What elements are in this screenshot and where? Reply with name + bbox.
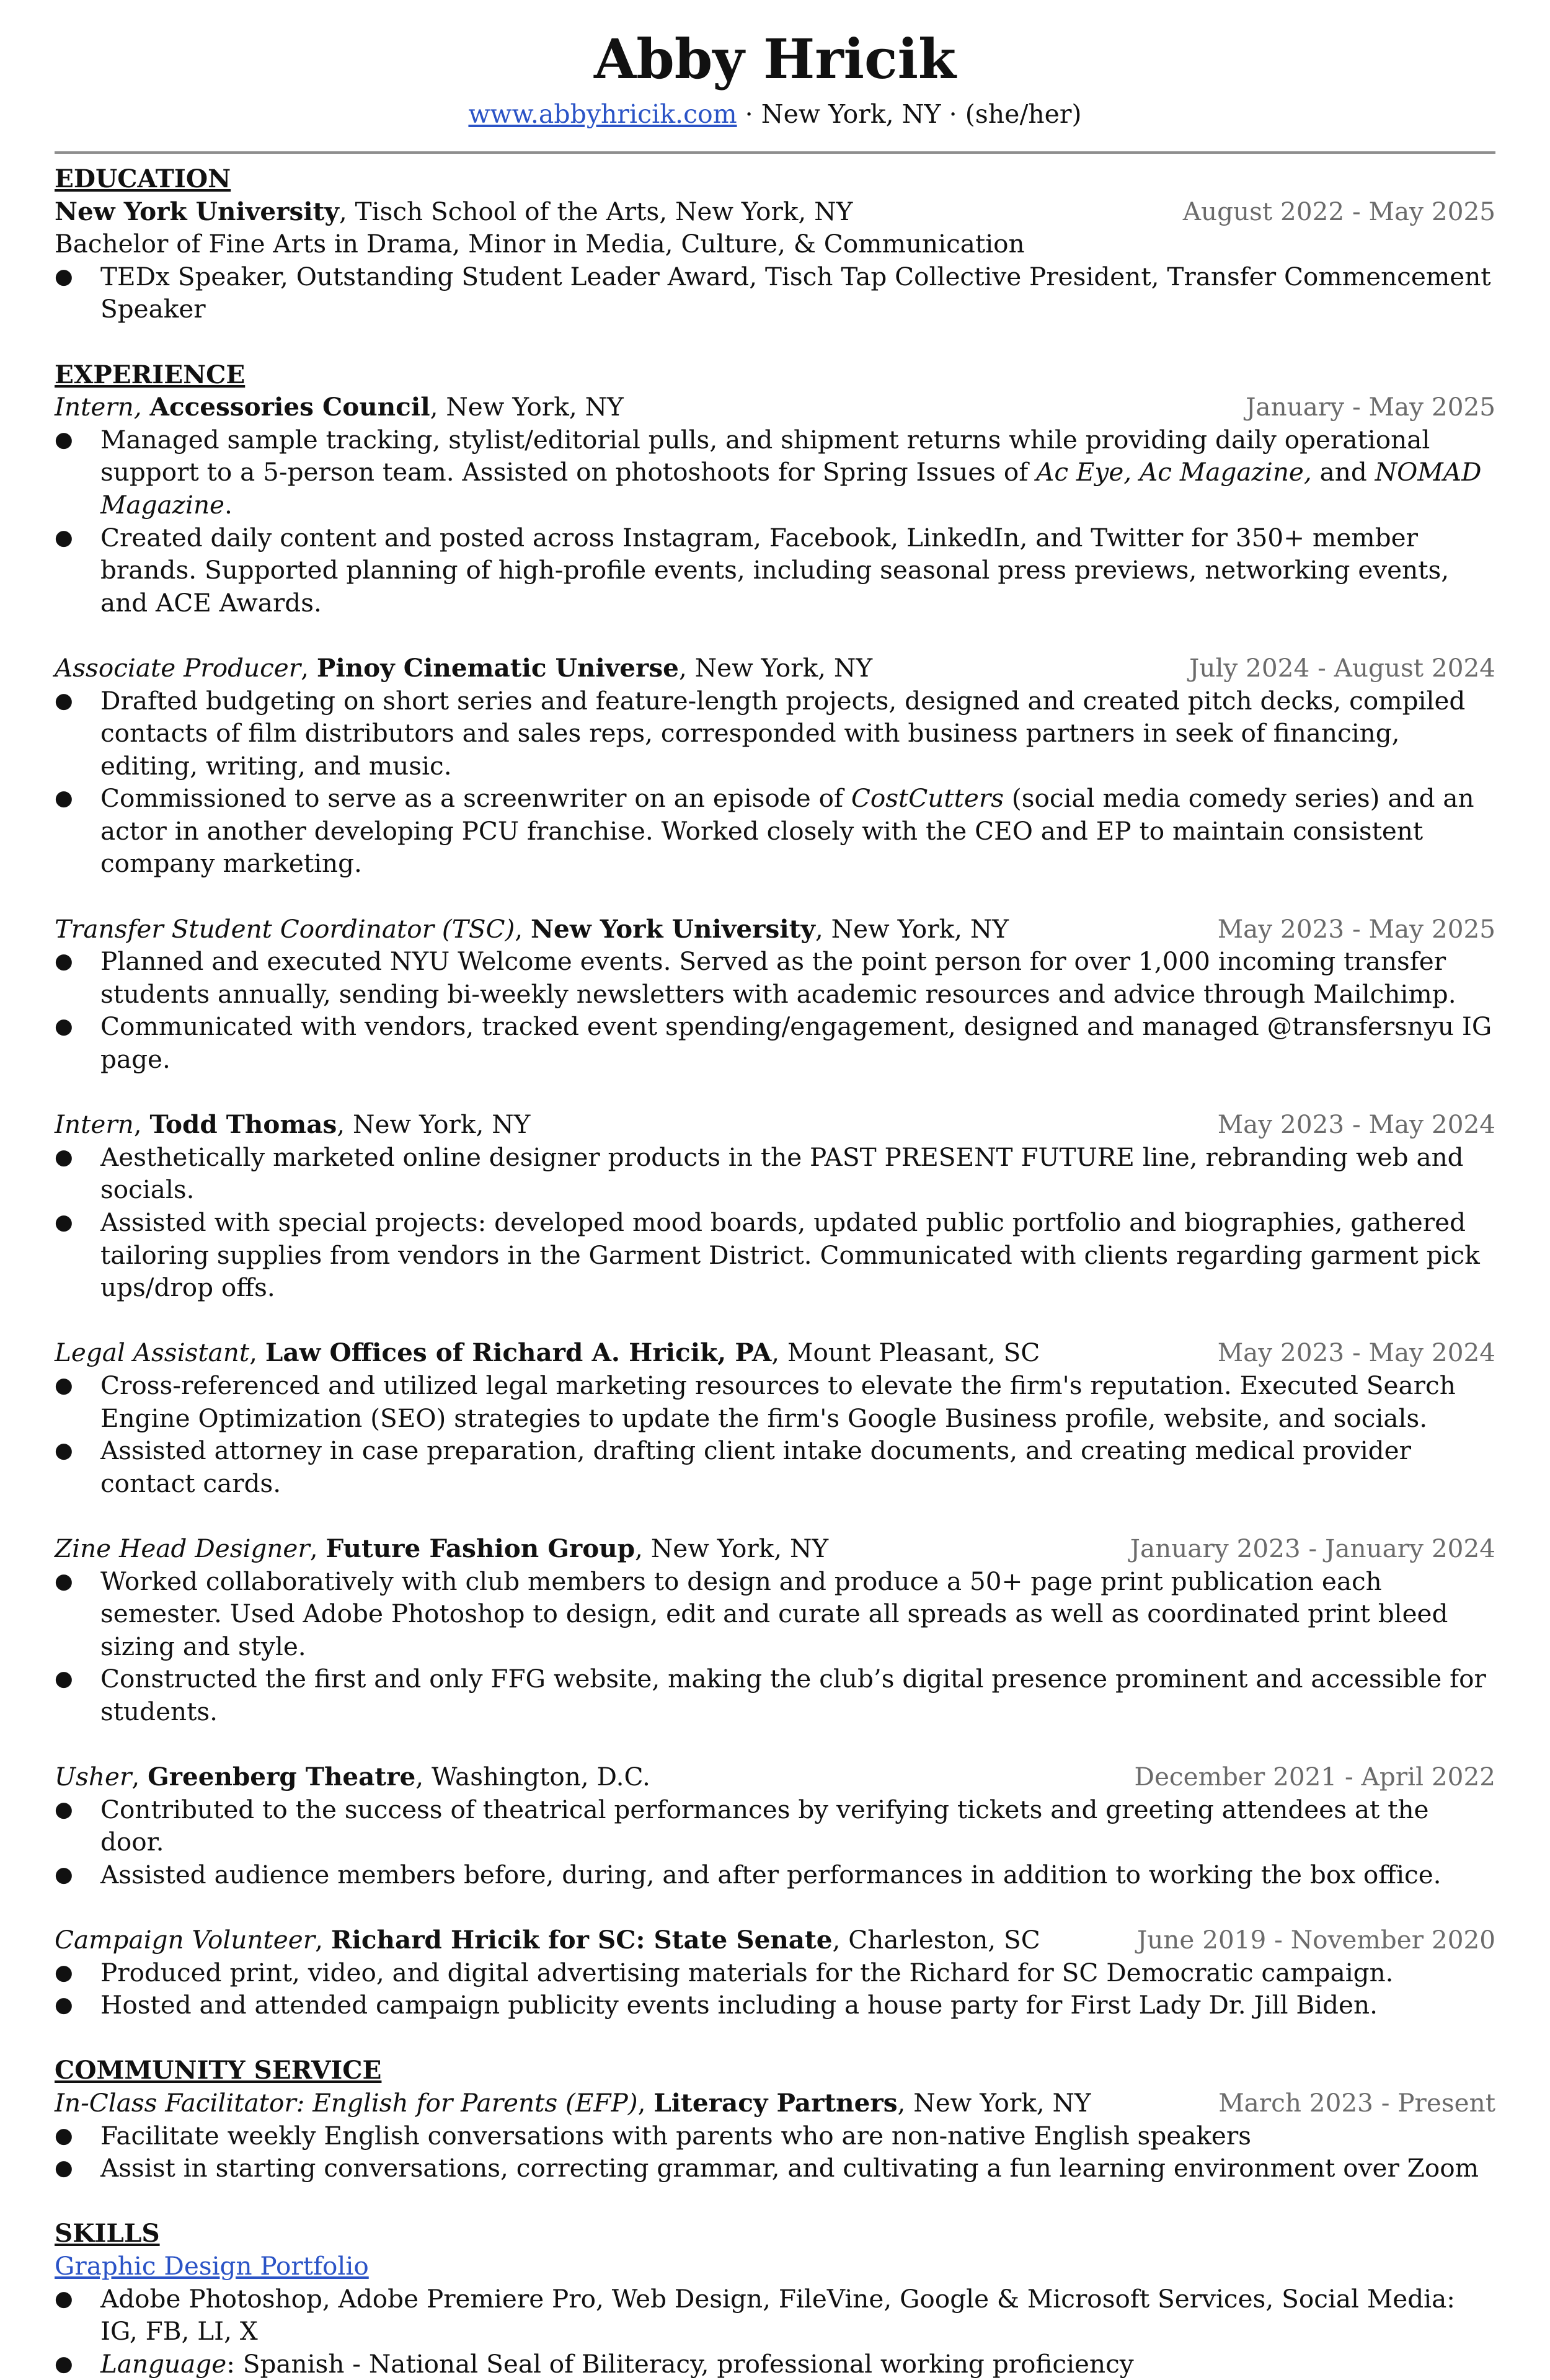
job-role: Usher bbox=[55, 1762, 132, 1792]
list-item: ● Assisted with special projects: developed mood boards, updated public portfolio and biographies, gathered tailoring supplies from vendors in the Garment District. Communicated with clients regarding garment pick ups/drop offs. bbox=[55, 1206, 1495, 1304]
school-details: , Tisch School of the Arts, New York, NY bbox=[339, 196, 853, 226]
job-org: Richard Hricik for SC: State Senate bbox=[330, 1925, 833, 1955]
job-org: New York University bbox=[531, 913, 815, 944]
list-item: ● Constructed the first and only FFG website, making the club’s digital presence prominent and accessible for students. bbox=[55, 1663, 1495, 1728]
bullet-text: Commissioned to serve as a screenwriter on an episode of bbox=[100, 783, 851, 814]
job-role: Legal Assistant bbox=[55, 1338, 250, 1368]
job-date: May 2023 - May 2024 bbox=[1217, 1338, 1495, 1368]
separator: , bbox=[133, 1109, 150, 1140]
job-date: May 2023 - May 2025 bbox=[1217, 913, 1495, 944]
job-location: , New York, NY bbox=[815, 913, 1009, 944]
job-role: Intern, bbox=[55, 392, 142, 422]
job-bullets bbox=[55, 424, 1495, 619]
job-header bbox=[55, 913, 1495, 946]
list-item: ● Worked collaboratively with club members to design and produce a 50+ page print publication each semester. Used Adobe Photoshop to design, edit and curate all spreads as well as coordinated print bleed sizing and style. bbox=[55, 1565, 1495, 1663]
section-title-education: EDUCATION bbox=[55, 164, 231, 193]
job-location: , Charleston, SC bbox=[832, 1925, 1040, 1955]
job-bullets bbox=[55, 1793, 1495, 1891]
list-item: ● Adobe Photoshop, Adobe Premiere Pro, Web Design, FileVine, Google & Microsoft Services, Social Media: IG, FB, LI, X bbox=[55, 2283, 1495, 2348]
job-location: , New York, NY bbox=[635, 1533, 829, 1563]
header-divider bbox=[55, 151, 1495, 154]
skills-bullets bbox=[55, 2283, 1495, 2380]
job-header bbox=[55, 1108, 1495, 1141]
job-location: , New York, NY bbox=[678, 652, 873, 683]
job-bullets bbox=[55, 1956, 1495, 2022]
separator: , bbox=[637, 2088, 654, 2118]
pronouns: (she/her) bbox=[965, 99, 1082, 129]
section-title-community: COMMUNITY SERVICE bbox=[55, 2055, 382, 2085]
job-location: , Washington, D.C. bbox=[415, 1762, 650, 1792]
job-role: Associate Producer bbox=[55, 652, 301, 683]
job-header bbox=[55, 391, 1495, 424]
education-bullets bbox=[55, 260, 1495, 326]
job-bullets bbox=[55, 1565, 1495, 1728]
education-date: August 2022 - May 2025 bbox=[1182, 196, 1495, 226]
list-item: ● Contributed to the success of theatrical performances by verifying tickets and greeting attendees at the door. bbox=[55, 1793, 1495, 1858]
job-header bbox=[55, 652, 1495, 685]
publication-title: Ac Eye, Ac Magazine, bbox=[1036, 457, 1312, 487]
job-bullets bbox=[55, 945, 1495, 1075]
job-bullets bbox=[55, 1141, 1495, 1304]
list-item: ● Drafted budgeting on short series and feature-length projects, designed and created pitch decks, compiled contacts of film distributors and sales reps, corresponded with business partners in seek of financing, editing, writing, and music. bbox=[55, 685, 1495, 783]
list-item: ● Assisted audience members before, during, and after performances in addition to working the box office. bbox=[55, 1858, 1495, 1891]
language-details: : Spanish - National Seal of Biliteracy, professional working proficiency bbox=[226, 2348, 1134, 2379]
degree: Bachelor of Fine Arts in Drama, Minor in Media, Culture, & Communication bbox=[55, 229, 1025, 259]
job-org: Todd Thomas bbox=[149, 1109, 337, 1140]
list-item bbox=[55, 782, 1495, 880]
job-bullets bbox=[55, 1369, 1495, 1499]
job-role: Zine Head Designer bbox=[55, 1533, 310, 1563]
website-link[interactable]: www.abbyhricik.com bbox=[468, 99, 737, 129]
separator: , bbox=[515, 913, 531, 944]
job-role: In-Class Facilitator: English for Parents (EFP) bbox=[55, 2088, 638, 2118]
job-header bbox=[55, 1761, 1495, 1793]
list-item: ● Assisted attorney in case preparation, drafting client intake documents, and creating medical provider contact cards. bbox=[55, 1434, 1495, 1499]
list-item: ● Created daily content and posted across Instagram, Facebook, LinkedIn, and Twitter for 350+ member brands. Supported planning of high-profile events, including seasonal press previews, networking events, and ACE Awards. bbox=[55, 522, 1495, 619]
separator: , bbox=[315, 1925, 331, 1955]
section-title-skills: SKILLS bbox=[55, 2218, 160, 2249]
job-location: , New York, NY bbox=[897, 2088, 1091, 2118]
job-header bbox=[55, 2087, 1495, 2120]
school-name: New York University bbox=[55, 196, 339, 226]
bullet-text: Managed sample tracking, stylist/editorial pulls, and shipment returns while providing daily operational support to a 5-person team. Assisted on photoshoots for Spring Issues of bbox=[100, 424, 1430, 487]
job-date: January 2023 - January 2024 bbox=[1130, 1533, 1495, 1563]
list-item: ● TEDx Speaker, Outstanding Student Leader Award, Tisch Tap Collective President, Transfer Commencement Speaker bbox=[55, 260, 1495, 326]
job-org: Future Fashion Group bbox=[326, 1533, 636, 1563]
list-item bbox=[55, 424, 1495, 522]
list-item: ● Facilitate weekly English conversations with parents who are non-native English speakers bbox=[55, 2120, 1495, 2152]
job-bullets bbox=[55, 685, 1495, 881]
bullet-text: (social media comedy series) and an actor in another developing PCU franchise. Worked closely with the CEO and EP to maintain consistent company marketing. bbox=[100, 783, 1474, 879]
job-org: Accessories Council bbox=[149, 392, 430, 422]
list-item: ● Aesthetically marketed online designer products in the PAST PRESENT FUTURE line, rebranding web and socials. bbox=[55, 1141, 1495, 1206]
job-role: Transfer Student Coordinator (TSC) bbox=[55, 913, 515, 944]
candidate-name: Abby Hricik bbox=[593, 27, 957, 91]
job-location: , New York, NY bbox=[430, 392, 624, 422]
separator bbox=[142, 392, 150, 422]
job-date: May 2023 - May 2024 bbox=[1217, 1109, 1495, 1140]
job-header bbox=[55, 1532, 1495, 1565]
list-item bbox=[55, 2348, 1495, 2380]
job-org: Law Offices of Richard A. Hricik, PA bbox=[265, 1338, 772, 1368]
job-date: July 2024 - August 2024 bbox=[1189, 652, 1495, 683]
separator: , bbox=[249, 1338, 265, 1368]
portfolio-link[interactable]: Graphic Design Portfolio bbox=[55, 2251, 369, 2281]
section-title-experience: EXPERIENCE bbox=[55, 359, 246, 389]
list-item: ● Assist in starting conversations, correcting grammar, and cultivating a fun learning environment over Zoom bbox=[55, 2152, 1495, 2185]
location: New York, NY bbox=[761, 99, 941, 129]
publication-title: NOMAD Magazine bbox=[100, 457, 1482, 520]
separator: , bbox=[131, 1762, 148, 1792]
education-row bbox=[55, 195, 1495, 228]
language-label: Language bbox=[100, 2348, 227, 2379]
job-org: Literacy Partners bbox=[653, 2088, 898, 2118]
job-org: Pinoy Cinematic Universe bbox=[316, 652, 679, 683]
resume-header bbox=[0, 0, 1550, 133]
separator: · bbox=[941, 99, 965, 129]
bullet-text: and bbox=[1311, 457, 1375, 487]
contact-line bbox=[0, 95, 1550, 133]
job-date: March 2023 - Present bbox=[1218, 2088, 1495, 2118]
job-location: , Mount Pleasant, SC bbox=[771, 1338, 1040, 1368]
job-date: January - May 2025 bbox=[1246, 392, 1495, 422]
list-item: ● Communicated with vendors, tracked event spending/engagement, designed and managed @transfersnyu IG page. bbox=[55, 1010, 1495, 1075]
job-date: December 2021 - April 2022 bbox=[1134, 1762, 1495, 1792]
separator: · bbox=[737, 99, 761, 129]
series-title: CostCutters bbox=[851, 783, 1004, 814]
list-item: ● Planned and executed NYU Welcome events. Served as the point person for over 1,000 incoming transfer students annually, sending bi-weekly newsletters with academic resources and advice through Mailchimp. bbox=[55, 945, 1495, 1010]
list-item: ● Hosted and attended campaign publicity events including a house party for First Lady Dr. Jill Biden. bbox=[55, 1989, 1495, 2022]
job-role: Intern bbox=[55, 1109, 134, 1140]
list-item: ● Cross-referenced and utilized legal marketing resources to elevate the firm's reputation. Executed Search Engine Optimization (SEO) strategies to update the firm's Google Business profile, website, and socials. bbox=[55, 1369, 1495, 1434]
job-role: Campaign Volunteer bbox=[55, 1925, 316, 1955]
job-location: , New York, NY bbox=[337, 1109, 531, 1140]
community-bullets bbox=[55, 2120, 1495, 2185]
job-header bbox=[55, 1336, 1495, 1369]
job-header bbox=[55, 1924, 1495, 1956]
list-item: ● Produced print, video, and digital advertising materials for the Richard for SC Democratic campaign. bbox=[55, 1956, 1495, 1989]
separator: , bbox=[301, 652, 317, 683]
resume-body bbox=[55, 162, 1495, 2380]
job-date: June 2019 - November 2020 bbox=[1136, 1925, 1495, 1955]
bullet-text: . bbox=[224, 489, 232, 520]
separator: , bbox=[309, 1533, 326, 1563]
job-org: Greenberg Theatre bbox=[148, 1762, 416, 1792]
